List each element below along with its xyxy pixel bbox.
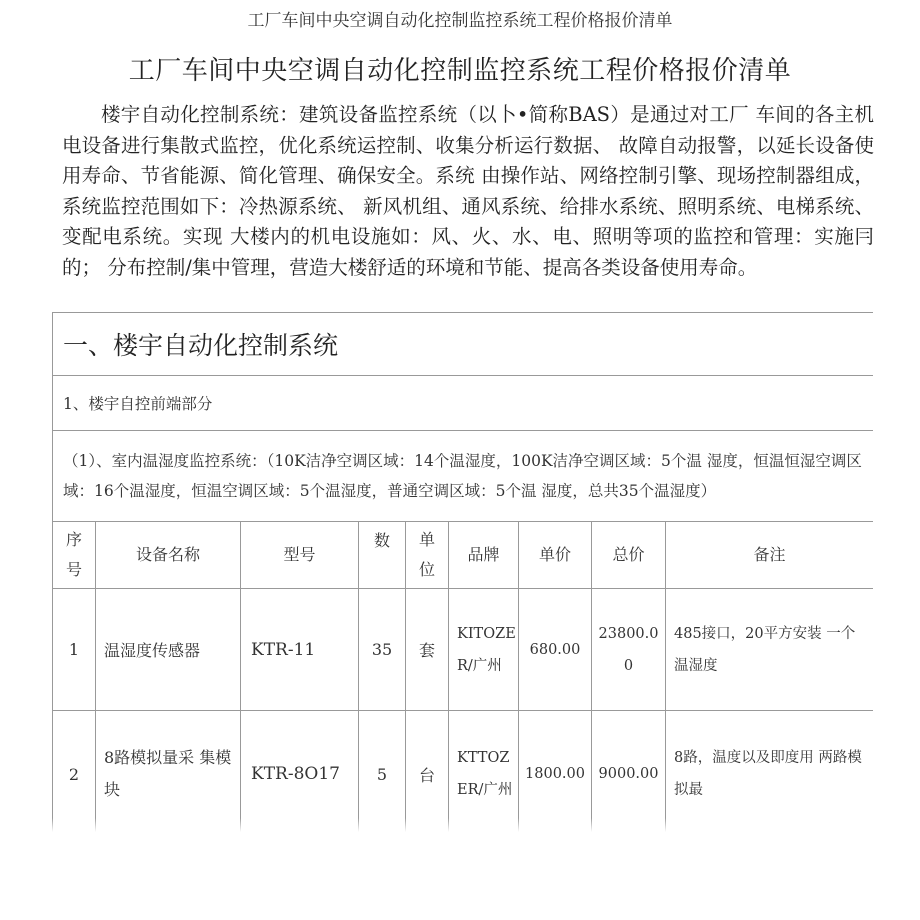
row-price: 1800.00 bbox=[519, 711, 592, 833]
row-unit: 台 bbox=[406, 711, 449, 833]
document-title: 工厂车间中央空调自动化控制监控系统工程价格报价清单 bbox=[128, 56, 792, 86]
table-header-row bbox=[53, 522, 874, 589]
column-header-qty: 数 bbox=[359, 522, 406, 589]
column-header-name: 设备名称 bbox=[96, 522, 241, 589]
subsection-title: 1、楼宇自控前端部分 bbox=[53, 376, 874, 431]
quote-table bbox=[52, 312, 873, 832]
row-unit: 套 bbox=[406, 589, 449, 711]
row-qty: 35 bbox=[359, 589, 406, 711]
section-title: 一、楼宇自动化控制系统 bbox=[53, 313, 874, 376]
column-header-seq: 序号 bbox=[53, 522, 96, 589]
row-total: 9000.00 bbox=[592, 711, 666, 833]
row-name: 8路模拟量采 集模块 bbox=[96, 711, 241, 833]
table-cutoff-fade bbox=[52, 818, 873, 832]
table-row bbox=[53, 711, 874, 833]
row-brand: KITOZER/广州 bbox=[449, 589, 519, 711]
column-header-note: 备注 bbox=[666, 522, 874, 589]
row-seq: 1 bbox=[53, 589, 96, 711]
table-row bbox=[53, 589, 874, 711]
row-model: KTR-11 bbox=[241, 589, 359, 711]
column-header-total: 总价 bbox=[592, 522, 666, 589]
row-note: 485接口，20平方安装 一个温湿度 bbox=[666, 589, 874, 711]
row-seq: 2 bbox=[53, 711, 96, 833]
column-header-brand: 品牌 bbox=[449, 522, 519, 589]
system-description: （1）、室内温湿度监控系统：（10K洁净空调区域：14个温湿度，100K洁净空调区域：5个温 湿度，恒温恒湿空调区域：16个温湿度，恒温空调区域：5个温湿度，普通空调区域：5个温 湿度，总共35个温湿度） bbox=[53, 431, 874, 522]
column-header-price: 单价 bbox=[519, 522, 592, 589]
row-price: 680.00 bbox=[519, 589, 592, 711]
quote-table-container bbox=[52, 312, 873, 832]
running-header: 工厂车间中央空调自动化控制监控系统工程价格报价清单 bbox=[247, 11, 673, 31]
column-header-unit: 单位 bbox=[406, 522, 449, 589]
row-name: 温湿度传感器 bbox=[96, 589, 241, 711]
row-qty: 5 bbox=[359, 711, 406, 833]
row-total: 23800.00 bbox=[592, 589, 666, 711]
column-header-model: 型号 bbox=[241, 522, 359, 589]
intro-paragraph: 楼宇自动化控制系统：建筑设备监控系统（以卜•简称BAS）是通过对工厂 车间的各主机电设备进行集散式监控，优化系统运控制、收集分析运行数据、 故障自动报警，以延长设备使用寿命、节省能源、简化管理、确保安全。系统 由操作站、网络控制引擎、现场控制器组成，系统监控范围如下：冷热源系统、 新风机组、通风系统、给排水系统、照明系统、电梯系统、变配电系统。实现 大楼内的机电设施如：风、火、水、电、照明等项的监控和管理：实施冃的； 分布控制/集中管理，营造大楼舒适的环境和节能、提高各类设备使用寿命。 bbox=[62, 103, 874, 279]
row-note: 8路，温度以及即度用 两路模拟最 bbox=[666, 711, 874, 833]
row-brand: KTTOZER/广州 bbox=[449, 711, 519, 833]
row-model: KTR-8O17 bbox=[241, 711, 359, 833]
